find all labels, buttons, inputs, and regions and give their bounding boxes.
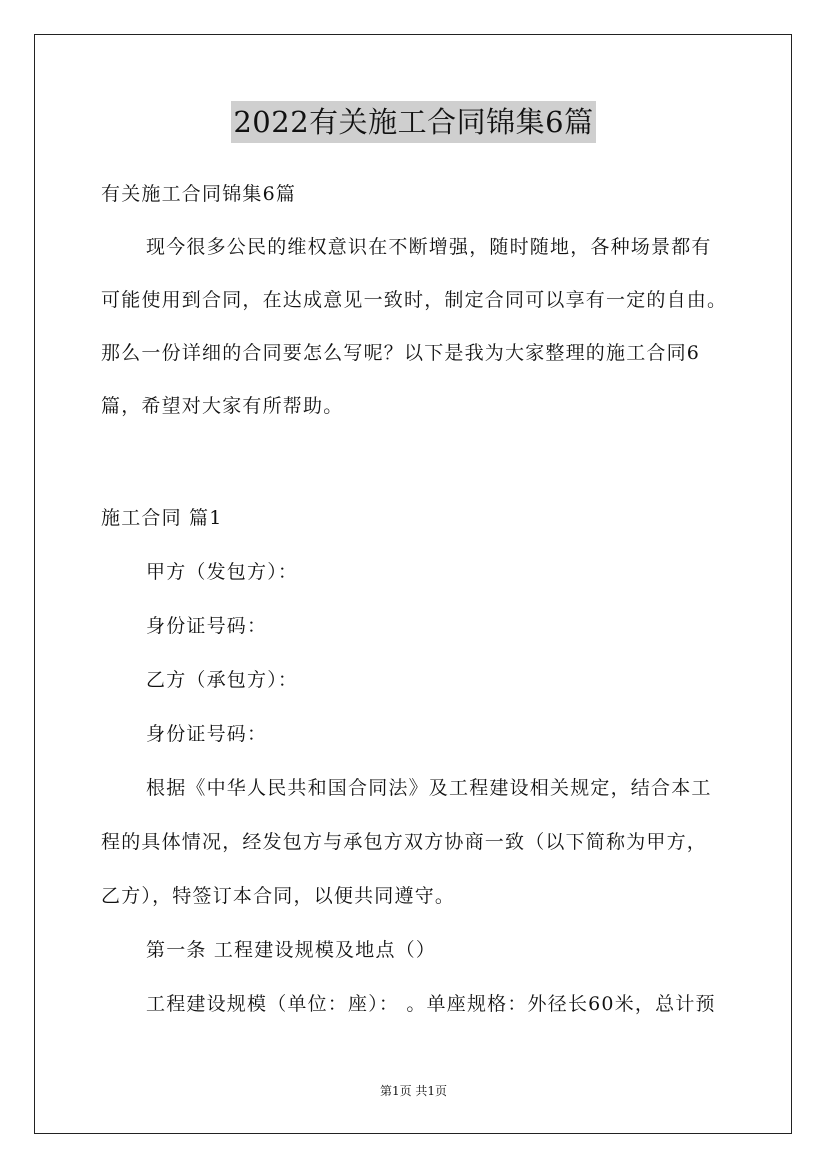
document-title: 2022有关施工合同锦集6篇 [231,101,595,143]
paragraph-line: 那么一份详细的合同要怎么写呢？以下是我为大家整理的施工合同6 [101,342,701,364]
paragraph-line: 根据《中华人民共和国合同法》及工程建设相关规定，结合本工 [146,777,712,799]
paragraph-line: 篇，希望对大家有所帮助。 [101,395,344,417]
paragraph-line: 工程建设规模（单位：座）： 。单座规格：外径长60米，总计预 [146,993,716,1015]
intro-heading: 有关施工合同锦集6篇 [101,183,297,205]
party-a-field: 甲方（发包方）： [146,561,299,583]
page-footer: 第1页 共1页 [379,1084,448,1098]
article-heading: 第一条 工程建设规模及地点（） [146,939,437,961]
party-b-field: 乙方（承包方）： [146,669,299,691]
paragraph-line: 程的具体情况，经发包方与承包方双方协商一致（以下简称为甲方， [101,831,708,853]
paragraph-line: 可能使用到合同，在达成意见一致时，制定合同可以享有一定的自由。 [101,289,728,311]
id-number-field: 身份证号码： [146,723,268,745]
paragraph-line: 现今很多公民的维权意识在不断增强，随时随地，各种场景都有 [146,236,712,258]
section-heading: 施工合同 篇1 [101,507,223,529]
title-container [0,101,827,143]
paragraph-line: 乙方），特签订本合同，以便共同遵守。 [101,885,456,907]
id-number-field: 身份证号码： [146,615,268,637]
